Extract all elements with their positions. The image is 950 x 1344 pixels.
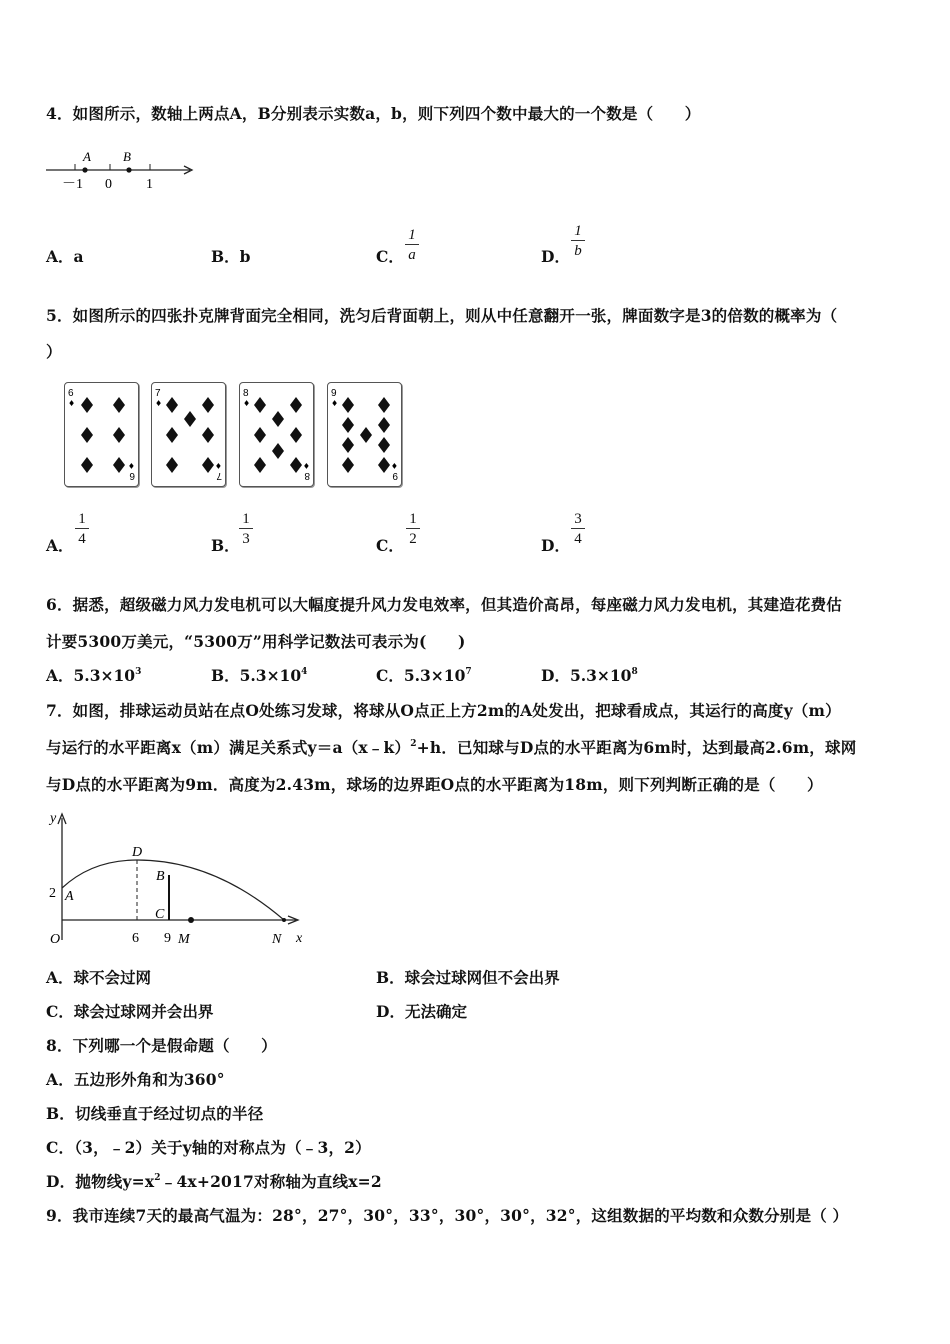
q6-stem-line2: 计要5300万美元，“5300万”用科学记数法可表示为( ) [46,632,466,651]
diamond-pip-icon [113,427,125,443]
playing-card-7 [151,382,226,487]
q6-option-b-base: B．5.3×10 [211,666,302,685]
diamond-pip-icon [272,411,284,427]
q5-option-b-numerator: 1 [242,511,250,527]
diamond-pip-icon [166,427,178,443]
diamond-pip-icon [81,397,93,413]
q7-fig-b: B [156,869,165,884]
playing-card-6 [64,382,139,487]
card-rank-top: 9 [331,388,337,399]
q5-option-d-denominator: 4 [574,531,582,547]
card-suit-top: ♦ [243,399,251,408]
q7-fig-nine: 9 [164,931,171,946]
diamond-pip-icon [290,427,302,443]
playing-card-9 [327,382,402,487]
diamond-pip-icon [378,397,390,413]
q5-option-c-fraction [406,510,420,549]
q7-fig-c: C [155,907,165,922]
q4-label-b: B [123,149,131,164]
q9-stem: 9．我市连续7天的最高气温为：28°，27°，30°，33°，30°，30°，32°，这组数据的平均数和众数分别是（ ） [46,1206,849,1225]
q5-option-c-prefix: C． [376,536,404,555]
q4-option-c-prefix: C． [376,247,404,266]
diamond-pip-icon [166,397,178,413]
q7-fig-o: O [50,932,61,947]
q4-number-line [44,146,204,196]
card-suit-bottom: ♦ [302,461,310,470]
diamond-pip-icon [290,397,302,413]
q5-option-d-prefix: D． [541,536,570,555]
card-suit-top: ♦ [68,399,76,408]
diamond-pip-icon [202,397,214,413]
q6-option-d-base: D．5.3×10 [541,666,632,685]
card-rank-top: 6 [68,388,74,399]
q8-option-c: C．（3，﹣2）关于y轴的对称点为（﹣3，2） [46,1138,371,1157]
q8-stem: 8．下列哪一个是假命题（ ） [46,1036,277,1055]
q5-option-b-prefix: B． [211,536,240,555]
diamond-pip-icon [360,427,372,443]
diamond-pip-icon [378,457,390,473]
card-rank-bottom: 7 [216,470,222,481]
q5-option-a-fraction [75,510,89,549]
q5-option-a-denominator: 4 [78,531,86,547]
q5-stem-line1: 5．如图所示的四张扑克牌背面完全相同，洗匀后背面朝上，则从中任意翻开一张，牌面数字是3的倍数的概率为（ [46,306,838,325]
q5-option-a-numerator: 1 [78,511,86,527]
q6-option-c-exponent: 7 [465,667,472,677]
diamond-pip-icon [342,397,354,413]
q7-option-d: D．无法确定 [376,1002,467,1021]
diamond-pip-icon [290,457,302,473]
q6-option-c-base: C．5.3×10 [376,666,466,685]
card-suit-bottom: ♦ [127,461,135,470]
q7-fig-d: D [132,845,143,860]
q7-fig-n: N [272,932,282,947]
diamond-pip-icon [342,417,354,433]
q7-fig-m: M [178,932,190,947]
q4-tick-1: 1 [146,177,153,192]
q6-option-b-exponent: 4 [301,667,308,677]
q7-stem-line2 [46,736,856,758]
card-suit-bottom: ♦ [214,461,222,470]
diamond-pip-icon [81,427,93,443]
q7-option-c: C．球会过球网并会出界 [46,1002,214,1021]
q7-fig-two: 2 [49,886,56,901]
q7-fig-y: y [50,811,57,826]
q7-fig-six: 6 [132,931,139,946]
q5-option-d-numerator: 3 [574,511,582,527]
playing-card-8 [239,382,314,487]
q5-option-c-denominator: 2 [409,531,417,547]
card-rank-bottom: 9 [392,470,398,481]
card-rank-bottom: 6 [129,470,135,481]
q7-stem-line1: 7．如图，排球运动员站在点O处练习发球，将球从O点正上方2m的A处发出，把球看成点，其运行的高度y（m） [46,701,841,720]
card-suit-top: ♦ [155,399,163,408]
diamond-pip-icon [113,397,125,413]
diamond-pip-icon [254,397,266,413]
q7-stem-line2-pre: 与运行的水平距离x（m）满足关系式y＝a（x﹣k） [46,738,411,757]
q4-tick-0: 0 [105,177,112,192]
diamond-pip-icon [378,417,390,433]
diamond-pip-icon [202,457,214,473]
q4-option-d-denominator: b [574,243,582,259]
q4-tick-neg1: －1 [62,177,83,192]
diamond-pip-icon [342,457,354,473]
q4-option-c-denominator: a [408,247,416,263]
q4-label-a: A [83,149,91,164]
q6-option-c [376,664,472,686]
q6-option-b [211,664,307,686]
q7-fig-a: A [65,889,74,904]
q7-parabola-figure [44,808,314,953]
diamond-pip-icon [184,411,196,427]
q4-option-b: B．b [211,247,251,266]
q4-option-d-numerator: 1 [574,223,582,239]
q4-option-c-fraction [405,226,419,265]
q5-option-c-numerator: 1 [409,511,417,527]
q8-option-d-post: ﹣4x+2017对称轴为直线x=2 [160,1172,382,1191]
q5-option-a-prefix: A． [46,536,74,555]
q4-option-d-fraction [571,222,585,261]
card-rank-top: 7 [155,388,161,399]
diamond-pip-icon [378,437,390,453]
q6-option-a [46,664,141,686]
q8-option-d [46,1170,382,1192]
q8-option-a: A．五边形外角和为360° [46,1070,225,1089]
q5-option-d-fraction [571,510,585,549]
q5-option-b-fraction [239,510,253,549]
q4-option-d-prefix: D． [541,247,570,266]
q6-option-a-exponent: 3 [135,667,142,677]
diamond-pip-icon [166,457,178,473]
q5-option-b-denominator: 3 [242,531,250,547]
q7-option-b: B．球会过球网但不会出界 [376,968,560,987]
card-suit-top: ♦ [331,399,339,408]
diamond-pip-icon [254,427,266,443]
q7-option-a: A．球不会过网 [46,968,152,987]
q8-option-d-pre: D．抛物线y=x [46,1172,155,1191]
q7-stem-line2-sup: 2 [410,739,417,749]
q8-option-d-sup: 2 [154,1173,161,1183]
q4-option-c-numerator: 1 [408,227,416,243]
card-rank-top: 8 [243,388,249,399]
q6-option-a-base: A．5.3×10 [46,666,136,685]
q5-stem-line2: ） [46,342,62,361]
card-suit-bottom: ♦ [390,461,398,470]
diamond-pip-icon [81,457,93,473]
q7-stem-line3: 与D点的水平距离为9m．高度为2.43m，球场的边界距O点的水平距离为18m，则下列判断正确的是（ ） [46,775,823,794]
diamond-pip-icon [202,427,214,443]
q4-stem: 4．如图所示，数轴上两点A，B分别表示实数a，b，则下列四个数中最大的一个数是（ ） [46,104,701,123]
q7-stem-line2-post: +h．已知球与D点的水平距离为6m时，达到最高2.6m，球网 [416,738,857,757]
diamond-pip-icon [272,443,284,459]
q6-option-d-exponent: 8 [631,667,638,677]
diamond-pip-icon [254,457,266,473]
q6-option-d [541,664,638,686]
diamond-pip-icon [342,437,354,453]
diamond-pip-icon [113,457,125,473]
q6-stem-line1: 6．据悉，超级磁力风力发电机可以大幅度提升风力发电效率，但其造价高昂，每座磁力风力发电机，其建造花费估 [46,595,842,614]
q4-option-a: A．a [46,247,84,266]
q8-option-b: B．切线垂直于经过切点的半径 [46,1104,264,1123]
q7-fig-x: x [296,931,303,946]
card-rank-bottom: 8 [304,470,310,481]
